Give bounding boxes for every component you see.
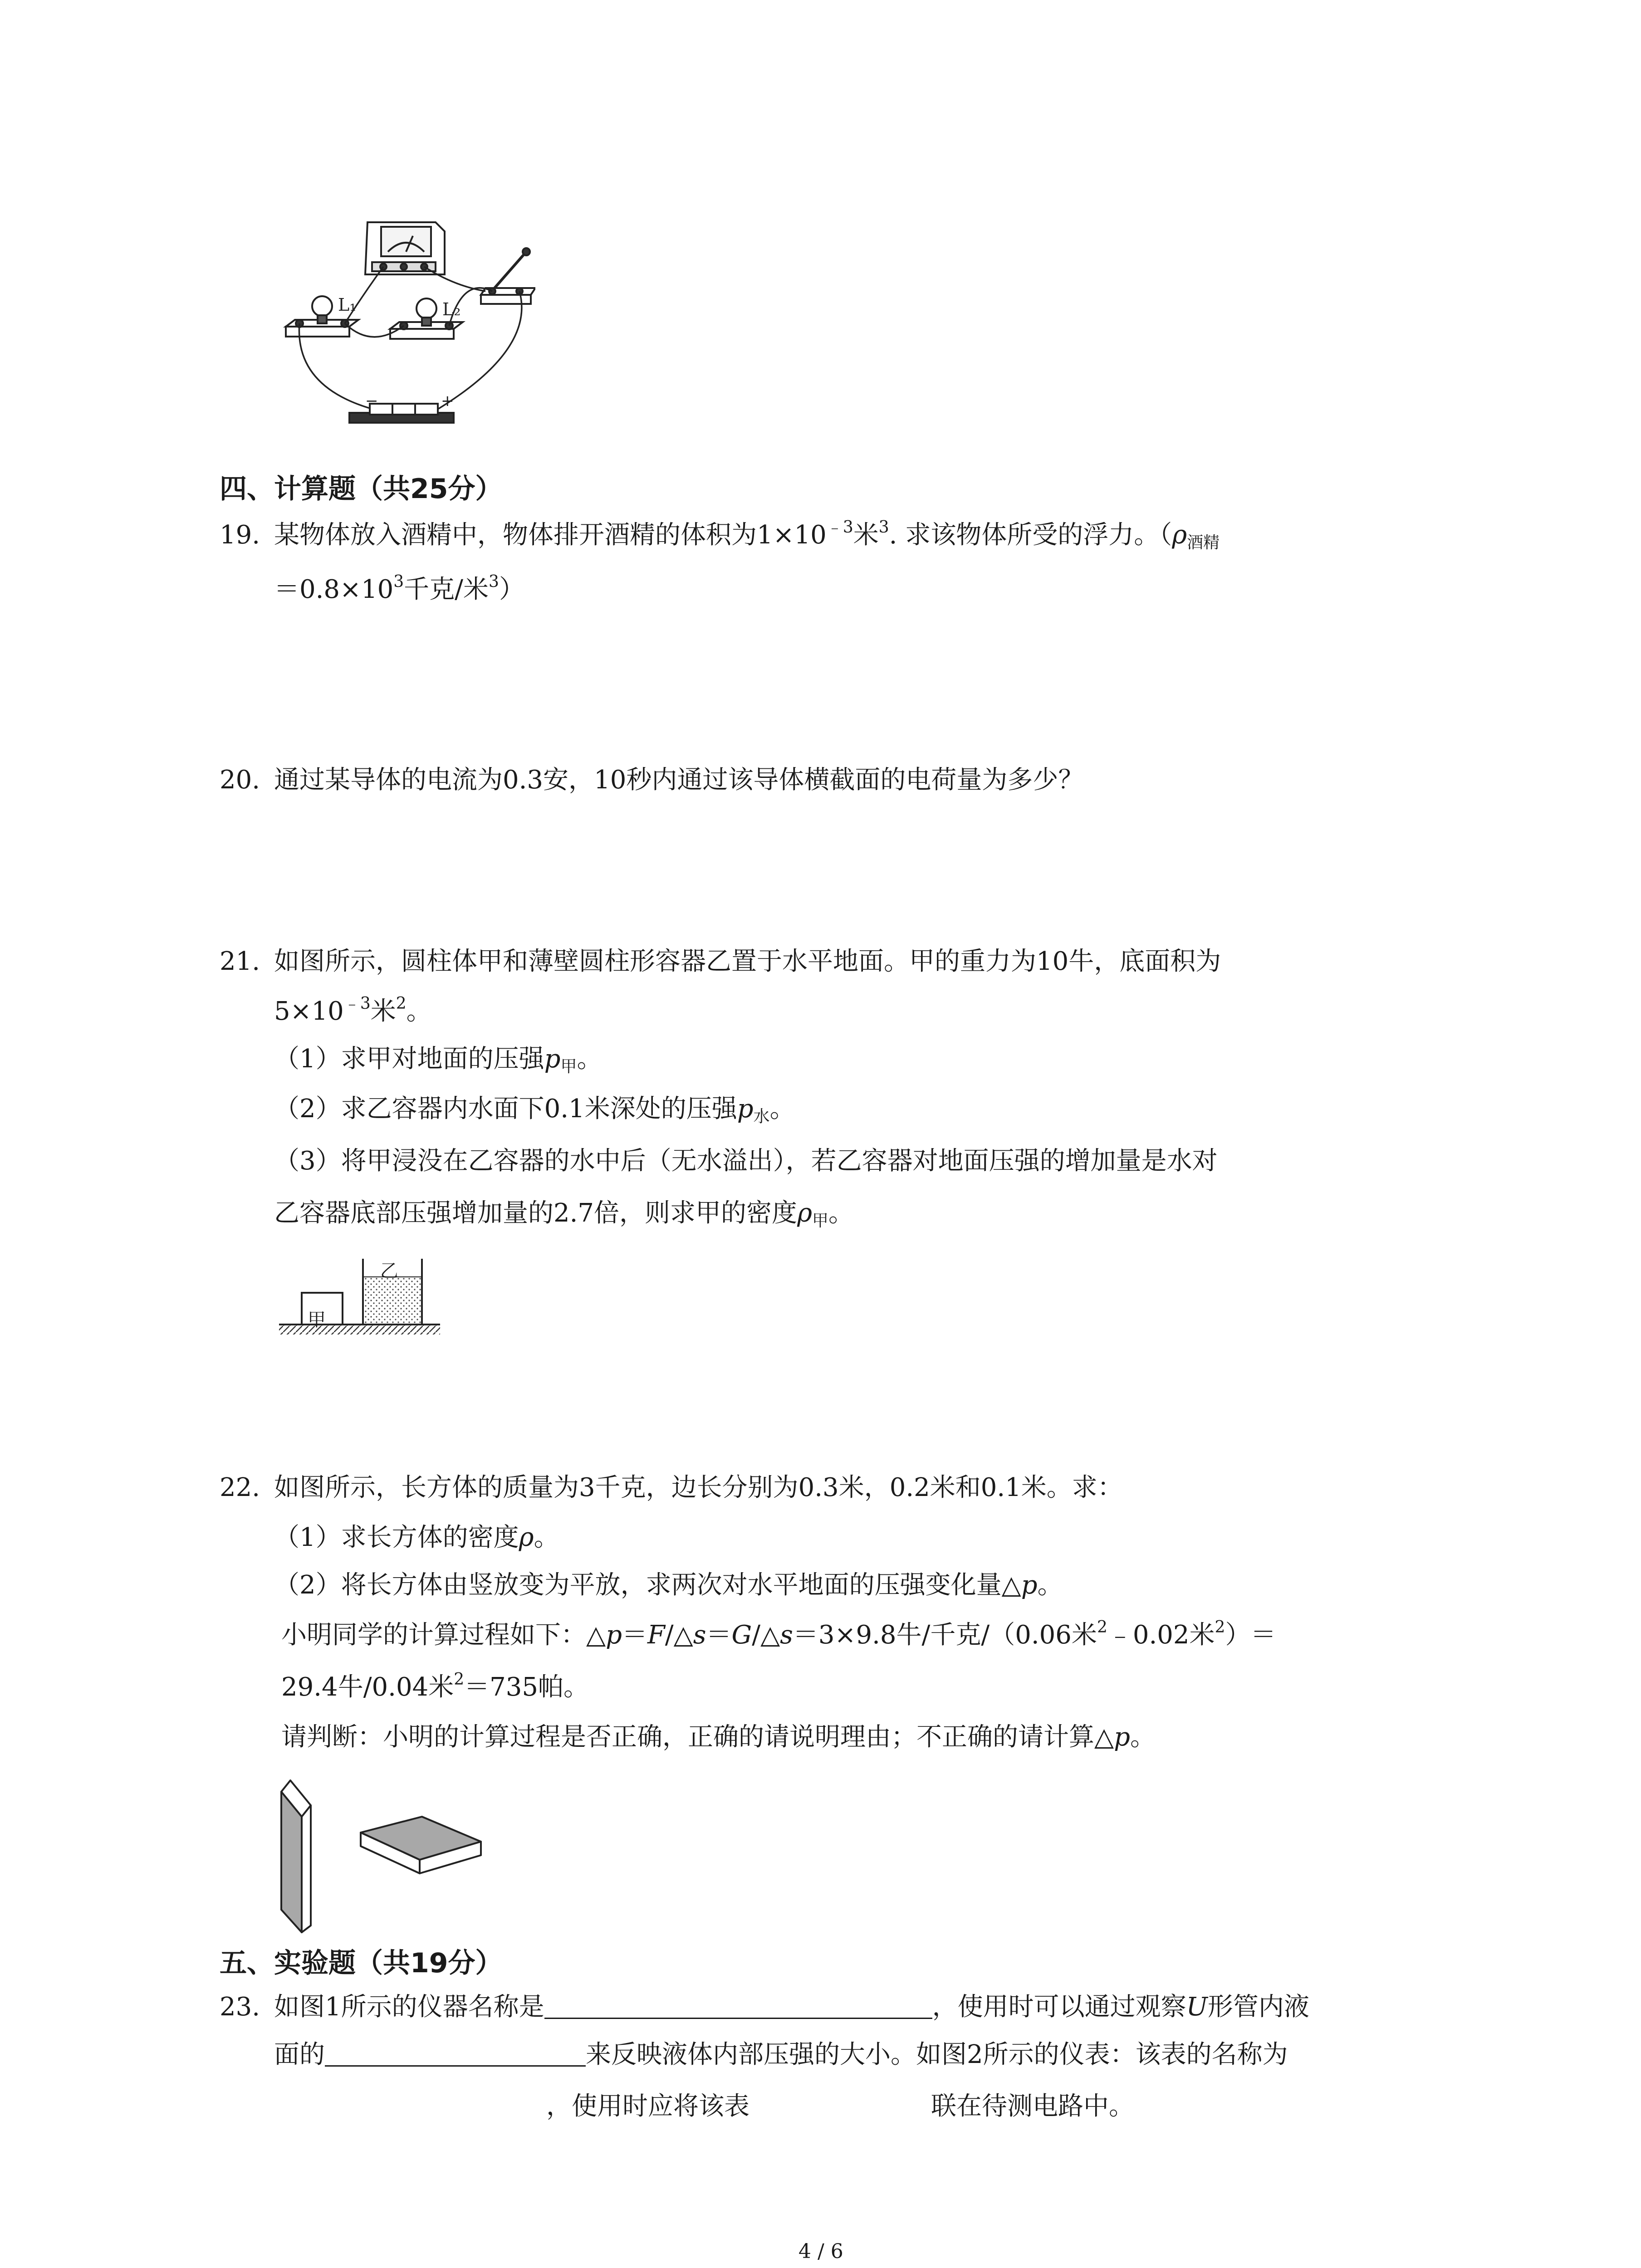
question-21-sub3-line2: 乙容器底部压强增加量的2.7倍，则求甲的密度$\rho_甲$。 (274, 1198, 854, 1230)
question-21-sub3-line1: （3）将甲浸没在乙容器的水中后（无水溢出），若乙容器对地面压强的增加量是水对 (274, 1146, 1218, 1176)
answer-blank-4[interactable] (749, 2087, 931, 2115)
switch-icon (481, 248, 535, 304)
section-title: 五、实验题（共19分） (220, 1947, 503, 1979)
answer-blank-3[interactable] (274, 2087, 546, 2115)
question-21-line2: $5\times 10^{﹣3}$米$^2$。 (274, 994, 432, 1026)
question-number: 21. (220, 947, 260, 976)
section-title: 四、计算题（共25分） (220, 473, 503, 505)
question-21-sub1: （1）求甲对地面的压强$p_甲$。 (274, 1044, 603, 1076)
question-23-line1: 23. 如图1所示的仪器名称是 ，使用时可以通过观察U形管内液 (220, 1989, 1309, 2025)
label-yi: 乙 (380, 1261, 398, 1281)
cuboid-upright (281, 1780, 311, 1932)
question-22-sub1: （1）求长方体的密度ρ。 (274, 1523, 559, 1552)
question-22-line1: 22. 如图所示，长方体的质量为3千克，边长分别为0.3米，0.2米和0.1米。求： (220, 1470, 1123, 1506)
svg-text:L₂: L₂ (442, 299, 461, 319)
question-21-sub2: （2）求乙容器内水面下0.1米深处的压强$p_水$。 (274, 1094, 795, 1126)
question-number: 20. (220, 765, 260, 795)
question-20: 20. 通过某导体的电流为0.3安，10秒内通过该导体横截面的电荷量为多少？ (220, 762, 1083, 798)
question-number: 23. (220, 1992, 260, 2022)
question-22-judge: 请判断：小明的计算过程是否正确，正确的请说明理由；不正确的请计算△p。 (281, 1722, 1156, 1752)
question-23-line3: ，使用时应将该表 联在待测电路中。 (274, 2087, 1134, 2125)
question-22-sub2: （2）将长方体由竖放变为平放，求两次对水平地面的压强变化量△p。 (274, 1570, 1063, 1600)
question-21-line1: 21. 如图所示，圆柱体甲和薄壁圆柱形容器乙置于水平地面。甲的重力为10牛，底面积为 (220, 943, 1221, 980)
page-number: 4 / 6 (798, 2240, 843, 2263)
q21-figure (277, 1250, 445, 1343)
answer-blank-1[interactable] (544, 1989, 932, 2019)
ammeter-icon (365, 222, 445, 274)
question-number: 22. (220, 1473, 260, 1502)
svg-text:−: − (365, 392, 378, 410)
svg-text:L₁: L₁ (338, 295, 357, 315)
answer-blank-2[interactable] (325, 2037, 586, 2067)
label-jia: 甲 (308, 1310, 326, 1330)
question-22-calc-line2: 29.4牛/0.04米$^2$＝735帕。 (281, 1670, 589, 1702)
circuit-figure (272, 213, 535, 445)
svg-text:+: + (441, 392, 454, 410)
question-23-line2: 面的 来反映液体内部压强的大小。如图2所示的仪表：该表的名称为 (274, 2037, 1288, 2073)
question-19-line1: 19. 某物体放入酒精中，物体排开酒精的体积为$1\times 10^{﹣3}$米$^3$. 求该物体所受的浮力。（$\rho_{酒精}$ (220, 517, 1220, 553)
question-number: 19. (220, 520, 260, 550)
question-19-line2: $=0.8\times 10^3$千克/米$^3$） (274, 572, 524, 604)
question-22-calc-line1: 小明同学的计算过程如下：△p＝F/△s＝G/△s＝3×9.8牛/千克/（0.06米$^2$﹣0.02米$^2$）＝ (281, 1618, 1276, 1650)
cuboid-flat (361, 1817, 481, 1873)
q22-figure (277, 1778, 490, 1935)
